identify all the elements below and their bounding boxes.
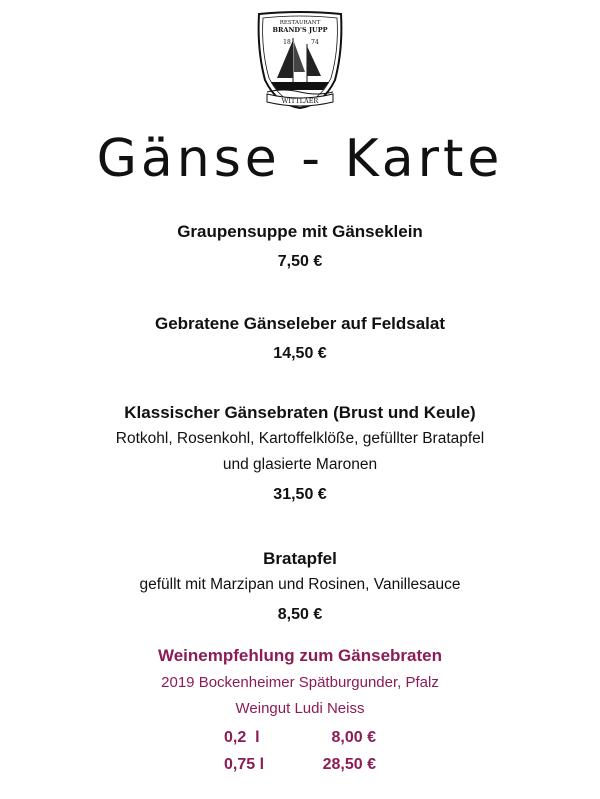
wine-producer: Weingut Ludi Neiss <box>235 700 365 717</box>
menu-item <box>0 400 600 508</box>
menu-item-price: 31,50 € <box>273 486 327 503</box>
logo-year-right: 74 <box>311 39 319 46</box>
menu-item-description: gefüllt mit Marzipan und Rosinen, Vanillesauce <box>139 576 461 593</box>
menu-item-price: 8,50 € <box>277 606 323 623</box>
wine-volume: 0,2 l <box>224 729 260 746</box>
restaurant-logo <box>253 10 347 110</box>
wine-name: 2019 Bockenheimer Spätburgunder, Pfalz <box>161 674 439 691</box>
menu-item-price: 7,50 € <box>277 253 323 270</box>
wine-price: 8,00 € <box>331 729 376 746</box>
wine-price-row <box>0 724 600 751</box>
menu-item-description: Rotkohl, Rosenkohl, Kartoffelklöße, gefüllter Bratapfel <box>115 430 485 447</box>
menu-item-name: Graupensuppe mit Gänseklein <box>177 222 423 241</box>
logo-year-left: 18 <box>283 39 291 46</box>
wine-price-row <box>0 751 600 778</box>
menu-item <box>0 546 600 628</box>
menu-item-name: Gebratene Gänseleber auf Feldsalat <box>154 314 446 333</box>
wine-price: 28,50 € <box>322 756 376 773</box>
logo-bottom-text: WITTLAER <box>281 97 319 105</box>
menu-item <box>0 219 600 275</box>
menu-item-name: Bratapfel <box>263 549 337 568</box>
menu-item-description: und glasierte Maronen <box>222 456 378 473</box>
page-title: Gänse - Karte <box>96 129 504 189</box>
wine-prices <box>0 724 600 778</box>
wine-volume: 0,75 l <box>224 756 265 773</box>
wine-heading: Weinempfehlung zum Gänsebraten <box>157 646 442 665</box>
logo-name: BRAND'S JUPP <box>272 26 328 34</box>
menu-item <box>0 311 600 367</box>
wine-recommendation <box>0 642 600 778</box>
menu-item-name: Klassischer Gänsebraten (Brust und Keule) <box>124 403 476 422</box>
menu-item-price: 14,50 € <box>273 345 327 362</box>
logo-top-text: RESTAURANT <box>279 20 321 26</box>
